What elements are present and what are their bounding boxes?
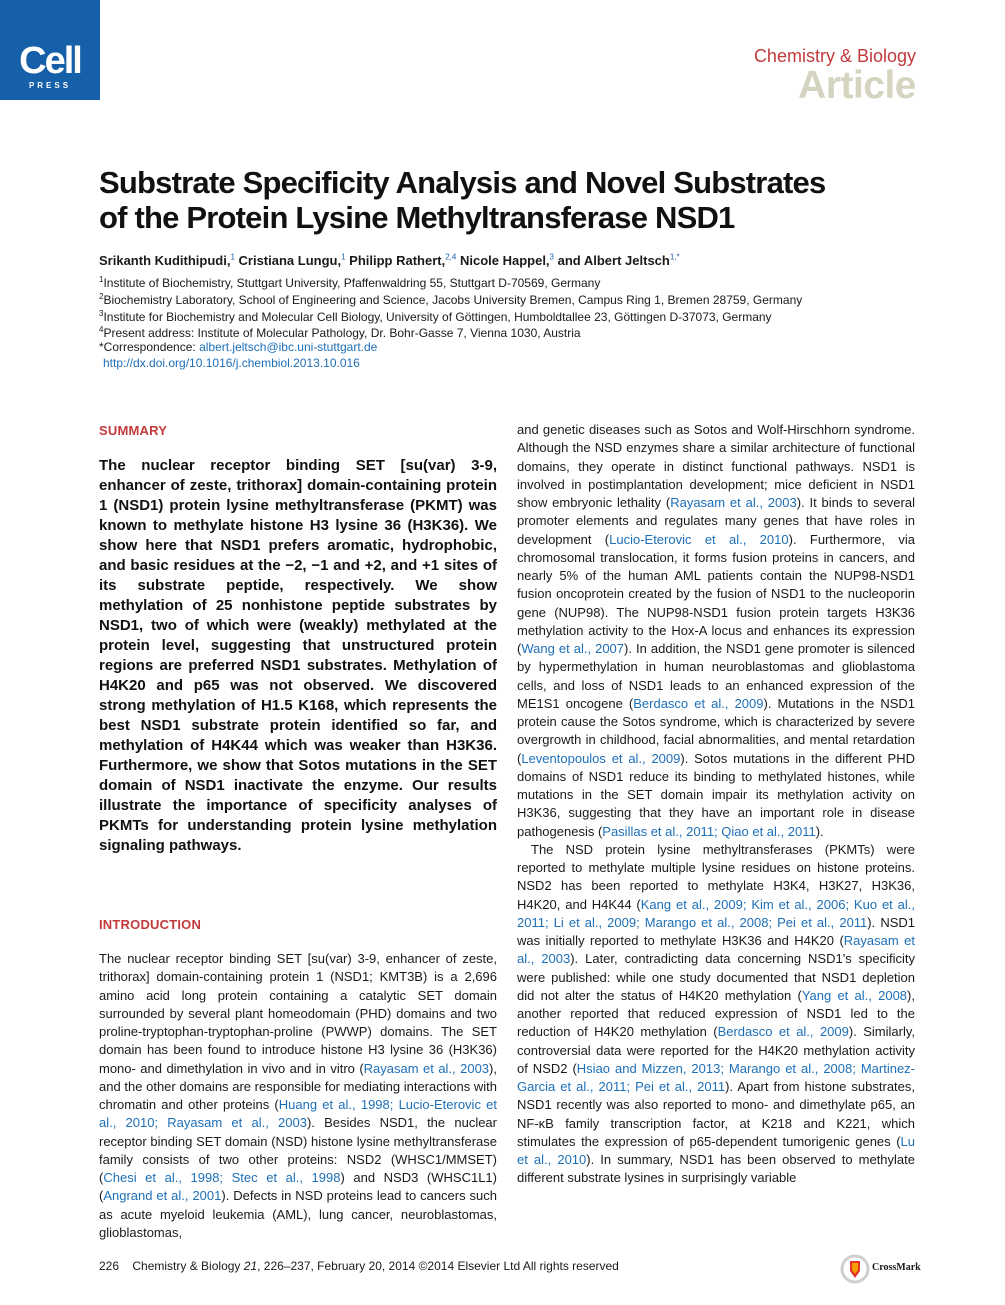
paragraph-text: ).: [815, 823, 824, 839]
intro-paragraph: [517, 841, 915, 1188]
paragraph-text: ). In addition, the NSD1 gene promoter is silenced by hypermethylation in human neuroblastomas and glioblastoma cells, and loss of NSD1 leads to an enhanced expression of the ME1S1 oncogene (: [517, 641, 915, 711]
intro-paragraph: [517, 421, 915, 841]
author: and Albert Jeltsch$^{1,*}$: [557, 253, 680, 269]
cell-press-logo[interactable]: [0, 0, 100, 100]
volume: 21: [243, 1259, 258, 1273]
paragraph-text: ). Later, contradicting data concerning NSD1's specificity were published: while one study documented that NSD1 depletion did not alter the status of H4K20 methylation (: [517, 951, 915, 1003]
article-title: [99, 165, 919, 235]
paragraph-text: ). In summary, NSD1 has been observed to methylate different substrate lysines in surprisingly variable: [517, 1152, 916, 1186]
paragraph-text: ). NSD1 was initially reported to methylate H3K36 and H4K20 (: [517, 914, 915, 948]
citation-link[interactable]: Rayasam et al., 2003: [670, 495, 797, 510]
citation-link[interactable]: Kang et al., 2009; Kim et al., 2006; Kuo et al., 2011; Li et al., 2009; Marango et al., 2008; Pei et al., 2011: [517, 896, 915, 930]
paragraph-text: ). Mutations in the NSD1 protein cause the Sotos syndrome, which is characterized by severe overgrowth in childhood, facial abnormalities, and mental retardation (: [517, 695, 915, 766]
citation-link[interactable]: Hsiao and Mizzen, 2013; Marango et al., 2008; Martinez-Garcia et al., 2011; Pei et al., 2011: [517, 1060, 916, 1094]
citation-link[interactable]: Berdasco et al., 2009: [717, 1024, 849, 1040]
citation-link[interactable]: Pasillas et al., 2011; Qiao et al., 2011: [602, 823, 816, 839]
citation-link[interactable]: Berdasco et al., 2009: [633, 695, 764, 711]
intro-right-column: [517, 421, 915, 1188]
logo-main-text: Cell: [19, 40, 81, 82]
crossmark-label: CrossMark: [872, 1262, 921, 1273]
paragraph-text: ). Similarly, controversial data were reported for the H4K20 methylation activity of NSD2 (: [517, 1024, 915, 1076]
intro-paragraph: [99, 950, 497, 1242]
logo-sub-text: PRESS: [28, 81, 72, 90]
citation-link[interactable]: Leventopoulos et al., 2009: [521, 750, 681, 766]
journal-name: Chemistry & Biology: [753, 46, 916, 66]
citation-link[interactable]: Chesi et al., 1998; Stec et al., 1998: [103, 1170, 341, 1185]
citation-link[interactable]: Wang et al., 2007: [521, 641, 625, 656]
paragraph-text: ). Furthermore, via chromosomal translocation, it forms fusion proteins in cancers, and nearly 5% of the human AML patients contain the NUP98-NSD1 fusion oncoprotein created by the fusion of NSD1 to the nucleoporin gene (NUP98). The NUP98-NSD1 fusion protein targets H3K36 methylation activity to the Hox-A locus and enhances its expression (: [517, 531, 915, 656]
paragraph-text: ), another reported that reduced expression of NSD1 led to the reduction of H4K20 methylation (: [517, 987, 915, 1040]
paragraph-text: ) and NSD3 (WHSC1L1) (: [99, 1170, 497, 1204]
author: Nicole Happel,$^3$: [459, 253, 554, 269]
summary-text: The nuclear receptor binding SET [su(var) 3-9, enhancer of zeste, trithorax] domain-containing protein 1 (NSD1) protein lysine methyltransferase (PKMT) was known to methylate histone H3 lysine 36 (H3K36). We show here that NSD1 prefers aromatic, hydrophobic, and basic residues at the −2, −1 and +2, and +1 sites of its substrate peptide, respectively. We show methylation of 25 nonhistone peptide substrates by NSD1, two of which were (weakly) methylated at the protein level, suggesting that unstructured protein regions are preferred NSD1 substrates. Methylation of H4K20 and p65 was not observed. We discovered strong methylation of H1.5 K168, which represents the best NSD1 substrate protein identified so far, and methylation of H4K44 which was weaker than H3K36. Furthermore, we show that Sotos mutations in the SET domain of NSD1 inactivate the enzyme. Our results illustrate the importance of specificity analyses of PKMTs for understanding protein lysine methylation signaling pathways.: [99, 457, 497, 854]
paragraph-text: ). Sotos mutations in the different PHD domains of NSD1 reduce its binding to methylated histones, while mutations in the SET domain impair its methylation activity on H3K36, suggesting that they have an important role in disease pathogenesis (: [517, 750, 915, 839]
citation-link[interactable]: Rayasam et al., 2003: [363, 1060, 490, 1076]
doi-link[interactable]: http://dx.doi.org/10.1016/j.chembiol.2013.10.016: [103, 356, 360, 370]
citation-link[interactable]: Yang et al., 2008: [801, 987, 908, 1003]
introduction-heading: INTRODUCTION: [99, 917, 202, 932]
article-type: Article: [798, 64, 916, 107]
summary-heading: SUMMARY: [99, 423, 168, 438]
paragraph-text: The NSD protein lysine methyltransferases (PKMTs) were reported to methylate multiple lysine residues on histone proteins. NSD2 has been reported to methylate H3K4, H3K27, H3K36, H4K20, and H4K44 (: [517, 841, 915, 912]
affiliation: $^2$Biochemistry Laboratory, School of Engineering and Science, Jacobs University Bremen, Campus Ring 1, Bremen 28759, Germany: [99, 292, 803, 307]
paragraph-text: ). Besides NSD1, the nuclear receptor binding SET domain (NSD) histone lysine methyltransferase family consists of two other proteins: NSD2 (WHSC1/MMSET) (: [99, 1115, 497, 1185]
citation-link[interactable]: Lu et al., 2010: [517, 1133, 915, 1167]
paragraph-text: The nuclear receptor binding SET [su(var) 3-9, enhancer of zeste, trithorax] domain-containing protein 1 (NSD1; KMT3B) is a 2,696 amino acid long protein containing a catalytic SET domain surrounded by several plant homeodomain (PHD) domains and two proline-tryptophan-tryptophan-proline (PWWP) domains. The SET domain has been found to introduce histone H3 lysine 36 (H3K36) mono- and dimethylation in vivo and in vitro (: [99, 951, 497, 1076]
affiliation: $^4$Present address: Institute of Molecular Pathology, Dr. Bohr-Gasse 7, Vienna 1030, Austria: [99, 325, 581, 340]
paragraph-text: ). Defects in NSD proteins lead to cancers such as acute myeloid leukemia (AML), lung cancer, neuroblastomas, glioblastomas,: [99, 1188, 497, 1240]
crossmark-icon[interactable]: [840, 1254, 870, 1289]
author: Srikanth Kudithipudi,$^1$: [99, 253, 235, 269]
paragraph-text: ), and the other domains are responsible for mediating interactions with chromatin and other proteins (: [99, 1060, 497, 1112]
correspondence: *Correspondence: albert.jeltsch@ibc.uni-stuttgart.de: [99, 340, 378, 354]
paragraph-text: ). It binds to several promoter elements and regulates many genes that have roles in development (: [517, 495, 915, 547]
intro-left-column: [99, 950, 497, 1242]
title-line-1: Substrate Specificity Analysis and Novel Substrates: [99, 165, 826, 200]
affiliation: $^1$Institute of Biochemistry, Stuttgart University, Pfaffenwaldring 55, Stuttgart D-70569, Germany: [99, 275, 601, 290]
author: Philipp Rathert,$^{2,4}$: [349, 253, 457, 269]
correspondence-email-link[interactable]: albert.jeltsch@ibc.uni-stuttgart.de: [199, 340, 378, 354]
author: Cristiana Lungu,$^1$: [238, 253, 346, 269]
author-list: [99, 253, 680, 268]
page-number: 226: [99, 1259, 120, 1273]
citation-link[interactable]: Rayasam et al., 2003: [517, 933, 915, 967]
paragraph-text: and genetic diseases such as Sotos and Wolf-Hirschhorn syndrome. Although the NSD enzymes share a similar architecture of functional domains, they operate in distinct functional pathways. NSD1 is involved in postimplantation development; mice deficient in NSD1 show embryonic lethality (: [517, 422, 915, 510]
title-line-2: of the Protein Lysine Methyltransferase NSD1: [99, 200, 735, 235]
paragraph-text: ). Apart from histone substrates, NSD1 recently was also reported to mono- and dimethylate p65, an NF-κB family transcription factor, at K218 and K221, which stimulates the expression of p65-dependent tumorigenic genes (: [517, 1079, 916, 1149]
citation-link[interactable]: Angrand et al., 2001: [103, 1188, 222, 1204]
affiliation: $^3$Institute for Biochemistry and Molecular Cell Biology, University of Göttingen, Humboldtallee 23, Göttingen D-37073, Germany: [99, 309, 772, 324]
page-footer: 226 Chemistry & Biology 21, 226–237, February 20, 2014 ©2014 Elsevier Ltd All rights reserved: [99, 1259, 619, 1273]
citation-link[interactable]: Lucio-Eterovic et al., 2010: [609, 531, 789, 547]
citation-link[interactable]: Huang et al., 1998; Lucio-Eterovic et al., 2010; Rayasam et al., 2003: [99, 1097, 497, 1131]
